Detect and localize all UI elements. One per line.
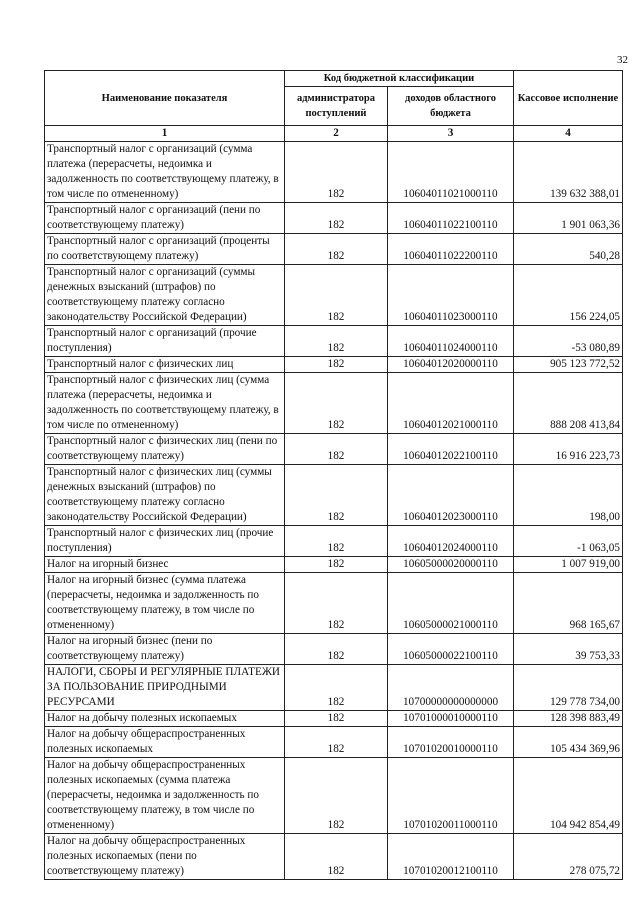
row-amount: -53 080,89	[514, 326, 623, 357]
table-row	[45, 573, 623, 634]
row-admin-code: 182	[285, 234, 388, 265]
row-income-code: 10604012023000110	[388, 465, 514, 526]
row-amount: 888 208 413,84	[514, 373, 623, 434]
table-row	[45, 665, 623, 711]
row-admin-code: 182	[285, 526, 388, 557]
row-income-code: 10605000021000110	[388, 573, 514, 634]
row-income-code: 10701020012100110	[388, 834, 514, 880]
row-name: Налог на добычу общераспространенных полезных ископаемых (пени по соответствующему платежу)	[45, 834, 285, 880]
row-admin-code: 182	[285, 727, 388, 758]
row-name: Транспортный налог с организаций (суммы денежных взысканий (штрафов) по соответствующему платежу согласно законодательству Российской Федерации)	[45, 265, 285, 326]
row-name: Транспортный налог с физических лиц (сумма платежа (перерасчеты, недоимка и задолженность по соответствующему платежу, в том числе по отмененному)	[45, 373, 285, 434]
row-income-code: 10604011022100110	[388, 203, 514, 234]
table-row	[45, 326, 623, 357]
table-row	[45, 373, 623, 434]
row-name: Транспортный налог с физических лиц	[45, 357, 285, 373]
row-name: Налог на игорный бизнес (пени по соответствующему платежу)	[45, 634, 285, 665]
row-amount: 278 075,72	[514, 834, 623, 880]
row-income-code: 10604012022100110	[388, 434, 514, 465]
table-row	[45, 142, 623, 203]
table-row	[45, 557, 623, 573]
row-name: Налог на добычу общераспространенных полезных ископаемых	[45, 727, 285, 758]
row-amount: 139 632 388,01	[514, 142, 623, 203]
row-name: Транспортный налог с организаций (проценты по соответствующему платежу)	[45, 234, 285, 265]
table-row	[45, 357, 623, 373]
row-income-code: 10604011022200110	[388, 234, 514, 265]
row-admin-code: 182	[285, 758, 388, 834]
row-name: Транспортный налог с организаций (пени по соответствующему платежу)	[45, 203, 285, 234]
row-amount: 905 123 772,52	[514, 357, 623, 373]
table-row	[45, 265, 623, 326]
row-income-code: 10604011023000110	[388, 265, 514, 326]
header-amount: Кассовое исполнение	[514, 71, 623, 126]
table-row	[45, 434, 623, 465]
row-income-code: 10700000000000000	[388, 665, 514, 711]
budget-table	[44, 70, 623, 880]
row-admin-code: 182	[285, 326, 388, 357]
row-income-code: 10604012021000110	[388, 373, 514, 434]
row-amount: 39 753,33	[514, 634, 623, 665]
row-admin-code: 182	[285, 203, 388, 234]
row-income-code: 10605000020000110	[388, 557, 514, 573]
row-name: Транспортный налог с физических лиц (пени по соответствующему платежу)	[45, 434, 285, 465]
row-amount: -1 063,05	[514, 526, 623, 557]
row-admin-code: 182	[285, 465, 388, 526]
table-row	[45, 234, 623, 265]
row-amount: 198,00	[514, 465, 623, 526]
row-admin-code: 182	[285, 557, 388, 573]
row-income-code: 10604012024000110	[388, 526, 514, 557]
row-amount: 540,28	[514, 234, 623, 265]
row-name: Транспортный налог с организаций (сумма платежа (перерасчеты, недоимка и задолженность по соответствующему платежу, в том числе по отмененному)	[45, 142, 285, 203]
table-row	[45, 203, 623, 234]
row-income-code: 10701020011000110	[388, 758, 514, 834]
row-amount: 129 778 734,00	[514, 665, 623, 711]
row-admin-code: 182	[285, 711, 388, 727]
row-amount: 16 916 223,73	[514, 434, 623, 465]
table-row	[45, 634, 623, 665]
row-amount: 105 434 369,96	[514, 727, 623, 758]
row-income-code: 10701000010000110	[388, 711, 514, 727]
row-amount: 104 942 854,49	[514, 758, 623, 834]
row-admin-code: 182	[285, 434, 388, 465]
col-number: 4	[514, 126, 623, 142]
row-income-code: 10605000022100110	[388, 634, 514, 665]
row-name: НАЛОГИ, СБОРЫ И РЕГУЛЯРНЫЕ ПЛАТЕЖИ ЗА ПОЛЬЗОВАНИЕ ПРИРОДНЫМИ РЕСУРСАМИ	[45, 665, 285, 711]
row-admin-code: 182	[285, 834, 388, 880]
table-row	[45, 526, 623, 557]
col-number: 3	[388, 126, 514, 142]
row-name: Налог на игорный бизнес	[45, 557, 285, 573]
row-name: Налог на игорный бизнес (сумма платежа (перерасчеты, недоимка и задолженность по соответствующему платежу, в том числе по отмененному)	[45, 573, 285, 634]
row-amount: 156 224,05	[514, 265, 623, 326]
col-number: 2	[285, 126, 388, 142]
row-name: Транспортный налог с организаций (прочие поступления)	[45, 326, 285, 357]
row-admin-code: 182	[285, 373, 388, 434]
header-name: Наименование показателя	[45, 71, 285, 126]
row-amount: 1 007 919,00	[514, 557, 623, 573]
row-income-code: 10604011024000110	[388, 326, 514, 357]
row-admin-code: 182	[285, 665, 388, 711]
row-admin-code: 182	[285, 265, 388, 326]
row-income-code: 10604011021000110	[388, 142, 514, 203]
table-row	[45, 711, 623, 727]
table-row	[45, 834, 623, 880]
row-name: Транспортный налог с физических лиц (суммы денежных взысканий (штрафов) по соответствующему платежу согласно законодательству Российской Федерации)	[45, 465, 285, 526]
header-admin: администратора поступлений	[285, 87, 388, 126]
row-name: Транспортный налог с физических лиц (прочие поступления)	[45, 526, 285, 557]
header-code-group: Код бюджетной классификации	[285, 71, 514, 87]
row-amount: 968 165,67	[514, 573, 623, 634]
table-row	[45, 465, 623, 526]
row-amount: 128 398 883,49	[514, 711, 623, 727]
table-row	[45, 727, 623, 758]
row-name: Налог на добычу общераспространенных полезных ископаемых (сумма платежа (перерасчеты, недоимка и задолженность по соответствующему платежу, в том числе по отмененному)	[45, 758, 285, 834]
col-number: 1	[45, 126, 285, 142]
page-number: 32	[617, 54, 628, 66]
row-admin-code: 182	[285, 573, 388, 634]
row-name: Налог на добычу полезных ископаемых	[45, 711, 285, 727]
row-amount: 1 901 063,36	[514, 203, 623, 234]
table-row	[45, 758, 623, 834]
row-admin-code: 182	[285, 634, 388, 665]
row-admin-code: 182	[285, 142, 388, 203]
row-admin-code: 182	[285, 357, 388, 373]
header-income: доходов областного бюджета	[388, 87, 514, 126]
row-income-code: 10701020010000110	[388, 727, 514, 758]
row-income-code: 10604012020000110	[388, 357, 514, 373]
